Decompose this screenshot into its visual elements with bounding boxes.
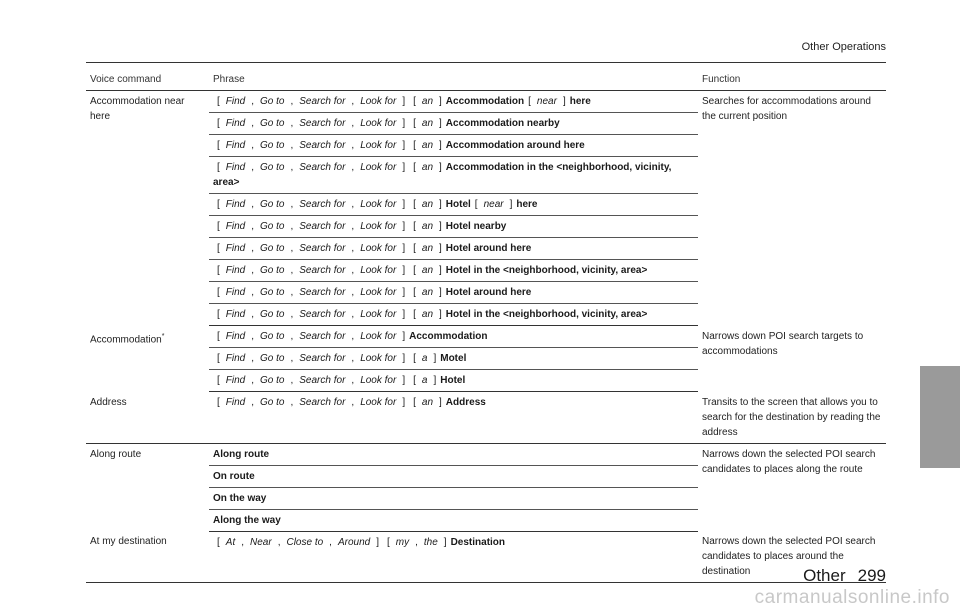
verb-option: Look for xyxy=(360,287,397,298)
voice-command-cell xyxy=(86,531,209,583)
verb-option: Around xyxy=(337,536,371,548)
bracket: ] xyxy=(402,243,406,254)
comma: , xyxy=(290,199,294,210)
phrase-cell xyxy=(209,238,698,260)
bracket: [ xyxy=(413,309,416,320)
article-option: an xyxy=(421,162,434,173)
verb-option: my xyxy=(395,536,410,548)
phrase-header: Phrase xyxy=(209,68,698,91)
table-header-row xyxy=(86,68,886,91)
verb-option: Find xyxy=(225,96,246,107)
verb-option: Look for xyxy=(360,353,397,364)
phrase-keyword: Motel xyxy=(440,353,467,364)
comma: , xyxy=(290,309,294,320)
bracket: ] xyxy=(402,199,406,210)
comma: , xyxy=(290,96,294,107)
bracket: [ xyxy=(217,397,220,408)
comma: , xyxy=(251,287,255,298)
article-option: an xyxy=(421,96,434,107)
verb-option: Find xyxy=(225,287,246,298)
comma: , xyxy=(290,287,294,298)
table-row xyxy=(86,531,886,583)
bracket: ] xyxy=(402,96,406,107)
comma: , xyxy=(351,162,355,173)
bracket: ] xyxy=(439,140,442,151)
verb-option: the xyxy=(423,536,438,548)
phrase-cell xyxy=(209,282,698,304)
phrase-keyword: Along route xyxy=(213,448,270,460)
article-option: an xyxy=(421,221,434,232)
comma: , xyxy=(290,397,294,408)
phrase-cell xyxy=(209,157,698,194)
verb-option: Go to xyxy=(260,287,285,298)
verb-option: Find xyxy=(225,265,246,276)
bracket: ] xyxy=(402,287,406,298)
phrase-keyword: Hotel in the <neighborhood, vicinity, area> xyxy=(445,309,648,320)
verb-option: Look for xyxy=(360,331,397,342)
comma: , xyxy=(251,331,255,342)
watermark: carmanualsonline.info xyxy=(754,587,950,608)
phrase-keyword: Hotel around here xyxy=(445,287,532,298)
verb-option: Look for xyxy=(360,199,397,210)
phrase-cell xyxy=(209,216,698,238)
bracket: [ xyxy=(217,140,220,151)
bracket: [ xyxy=(217,353,220,364)
section-title: Other Operations xyxy=(801,41,886,53)
bracket: [ xyxy=(217,118,220,129)
bracket: ] xyxy=(402,265,406,276)
bracket: ] xyxy=(402,162,406,173)
bracket: ] xyxy=(443,536,447,548)
verb-option: Go to xyxy=(260,309,285,320)
article-option: an xyxy=(421,140,434,151)
bracket: [ xyxy=(217,199,220,210)
verb-option: Find xyxy=(225,243,246,254)
bracket: [ xyxy=(474,199,478,210)
comma: , xyxy=(290,265,294,276)
verb-option: Search for xyxy=(299,162,346,173)
voice-command-text: Along route xyxy=(90,448,142,460)
phrase-cell xyxy=(209,91,698,113)
phrase-cell xyxy=(209,260,698,282)
comma: , xyxy=(351,243,355,254)
verb-option: Go to xyxy=(260,375,285,386)
bracket: [ xyxy=(413,96,416,107)
comma: , xyxy=(290,118,294,129)
bracket: [ xyxy=(217,243,220,254)
phrase-cell xyxy=(209,443,698,465)
verb-option: Look for xyxy=(360,375,397,386)
comma: , xyxy=(251,375,255,386)
near-option: near xyxy=(536,96,557,107)
bracket: ] xyxy=(402,397,406,408)
phrase-keyword: On the way xyxy=(213,492,267,504)
phrase-cell xyxy=(209,113,698,135)
comma: , xyxy=(351,331,355,342)
bracket: ] xyxy=(402,309,406,320)
verb-option: Find xyxy=(225,375,246,386)
voice-command-text: At my destination xyxy=(90,536,167,547)
bracket: [ xyxy=(217,309,220,320)
verb-option: Search for xyxy=(299,309,346,320)
comma: , xyxy=(351,265,355,276)
comma: , xyxy=(290,353,294,364)
bracket: ] xyxy=(439,199,442,210)
comma: , xyxy=(351,353,355,364)
bracket: [ xyxy=(413,118,416,129)
voice-command-text: Address xyxy=(90,396,127,408)
verb-option: Go to xyxy=(260,265,285,276)
article-option: an xyxy=(421,199,434,210)
verb-option: Look for xyxy=(360,221,397,232)
phrase-cell xyxy=(209,531,698,583)
article-option: an xyxy=(421,118,434,129)
comma: , xyxy=(351,140,355,151)
comma: , xyxy=(351,118,355,129)
function-cell: Transits to the screen that allows you to search for the destination by reading the address xyxy=(698,392,886,444)
bracket: ] xyxy=(439,243,442,254)
comma: , xyxy=(251,140,255,151)
bracket: ] xyxy=(439,287,442,298)
comma: , xyxy=(351,96,355,107)
bracket: ] xyxy=(376,536,379,548)
verb-option: Find xyxy=(225,199,246,210)
comma: , xyxy=(251,221,255,232)
bracket: ] xyxy=(439,118,442,129)
page-footer xyxy=(803,566,886,586)
bracket: [ xyxy=(528,96,531,107)
verb-option: Close to xyxy=(286,536,324,548)
table-row xyxy=(86,91,886,113)
comma: , xyxy=(351,309,355,320)
phrase-keyword: Hotel nearby xyxy=(445,221,507,232)
phrase-cell xyxy=(209,370,698,392)
comma: , xyxy=(251,96,255,107)
verb-option: Go to xyxy=(260,397,285,408)
bracket: ] xyxy=(433,353,437,364)
verb-option: Look for xyxy=(360,397,397,408)
phrase-keyword: here xyxy=(516,199,538,210)
function-cell: Narrows down the selected POI search candidates to places along the route xyxy=(702,448,876,475)
voice-command-text: Accommodation xyxy=(90,333,162,345)
voice-command-cell xyxy=(86,443,209,531)
bracket: [ xyxy=(413,265,416,276)
bracket: [ xyxy=(217,375,220,386)
verb-option: Look for xyxy=(360,118,397,129)
phrase-cell xyxy=(209,392,698,444)
bracket: ] xyxy=(402,221,406,232)
article-option: a xyxy=(421,353,428,364)
comma: , xyxy=(351,199,355,210)
verb-option: Search for xyxy=(299,243,346,254)
bracket: [ xyxy=(413,140,416,151)
phrase-keyword: Address xyxy=(445,397,486,408)
table-row xyxy=(86,326,886,348)
verb-option: Go to xyxy=(260,221,285,232)
bracket: ] xyxy=(562,96,566,107)
bracket: [ xyxy=(217,536,220,548)
bracket: ] xyxy=(402,140,406,151)
table-row xyxy=(86,392,886,444)
voice-command-table xyxy=(86,68,886,583)
near-option: near xyxy=(483,199,504,210)
phrase-cell xyxy=(209,509,698,531)
header-rule xyxy=(86,62,886,63)
comma: , xyxy=(290,162,294,173)
bracket: ] xyxy=(439,162,442,173)
comma: , xyxy=(351,397,355,408)
comma: , xyxy=(290,331,294,342)
function-cell: Narrows down the selected POI search candidates to places around the destination xyxy=(698,531,886,583)
verb-option: Search for xyxy=(299,199,346,210)
bracket: ] xyxy=(439,96,442,107)
bracket: ] xyxy=(439,309,442,320)
voice-command-cell xyxy=(86,91,209,326)
article-option: an xyxy=(421,397,434,408)
verb-option: Find xyxy=(225,221,246,232)
bracket: ] xyxy=(509,199,513,210)
verb-option: Find xyxy=(225,331,246,342)
verb-option: Search for xyxy=(299,265,346,276)
phrase-keyword: here xyxy=(569,96,591,107)
bracket: ] xyxy=(433,375,437,386)
phrase-keyword: Destination xyxy=(450,536,506,548)
phrase-cell xyxy=(209,304,698,326)
phrase-cell xyxy=(209,348,698,370)
phrase-keyword: Hotel around here xyxy=(445,243,532,254)
verb-option: Go to xyxy=(260,353,285,364)
bracket: ] xyxy=(402,353,406,364)
phrase-cell xyxy=(209,194,698,216)
verb-option: Find xyxy=(225,309,246,320)
bracket: ] xyxy=(439,397,442,408)
footnote-mark: * xyxy=(161,332,165,340)
chapter-name: Other xyxy=(803,566,846,585)
comma: , xyxy=(251,162,255,173)
comma: , xyxy=(290,243,294,254)
comma: , xyxy=(251,397,255,408)
function-header: Function xyxy=(698,68,886,91)
verb-option: Go to xyxy=(260,243,285,254)
phrase-keyword: Hotel xyxy=(445,199,471,210)
phrase-cell xyxy=(209,135,698,157)
verb-option: Look for xyxy=(360,96,397,107)
bracket: [ xyxy=(413,287,416,298)
verb-option: Look for xyxy=(360,309,397,320)
bracket: [ xyxy=(217,96,220,107)
comma: , xyxy=(351,375,355,386)
comma: , xyxy=(351,221,355,232)
verb-option: Find xyxy=(225,353,246,364)
verb-option: Go to xyxy=(260,331,285,342)
bracket: [ xyxy=(217,221,220,232)
bracket: [ xyxy=(413,243,416,254)
verb-option: Look for xyxy=(360,162,397,173)
phrase-keyword: Accommodation nearby xyxy=(445,118,560,129)
bracket: ] xyxy=(402,375,406,386)
article-option: an xyxy=(421,265,434,276)
verb-option: Go to xyxy=(260,96,285,107)
bracket: ] xyxy=(402,331,406,342)
phrase-keyword: On route xyxy=(213,470,255,482)
bracket: [ xyxy=(413,162,416,173)
article-option: an xyxy=(421,243,434,254)
comma: , xyxy=(251,199,255,210)
article-option: an xyxy=(421,287,434,298)
comma: , xyxy=(251,353,255,364)
phrase-keyword: Accommodation xyxy=(445,96,525,107)
phrase-cell xyxy=(209,326,698,348)
phrase-keyword: Accommodation in the <neighborhood, vicinity, area> xyxy=(213,162,672,188)
verb-option: Find xyxy=(225,118,246,129)
bracket: [ xyxy=(217,265,220,276)
page-number: 299 xyxy=(857,566,886,585)
comma: , xyxy=(351,287,355,298)
comma: , xyxy=(251,118,255,129)
voice-command-cell xyxy=(86,392,209,444)
verb-option: Go to xyxy=(260,162,285,173)
phrase-cell xyxy=(209,487,698,509)
verb-option: Search for xyxy=(299,375,346,386)
comma: , xyxy=(290,140,294,151)
verb-option: Search for xyxy=(299,287,346,298)
comma: , xyxy=(241,536,245,548)
verb-option: Go to xyxy=(260,199,285,210)
verb-option: Look for xyxy=(360,140,397,151)
bracket: [ xyxy=(217,331,220,342)
phrase-keyword: Accommodation xyxy=(409,331,488,342)
article-option: a xyxy=(421,375,428,386)
verb-option: Look for xyxy=(360,265,397,276)
phrase-keyword: Accommodation around here xyxy=(445,140,585,151)
bracket: [ xyxy=(413,199,416,210)
voice-command-text: Accommodation near here xyxy=(90,96,185,122)
function-cell: Searches for accommodations around the current position xyxy=(702,96,871,122)
comma: , xyxy=(251,243,255,254)
phrase-keyword: Hotel xyxy=(440,375,466,386)
verb-option: At xyxy=(225,536,236,548)
bracket: [ xyxy=(217,162,220,173)
bracket: [ xyxy=(413,353,416,364)
verb-option: Go to xyxy=(260,118,285,129)
comma: , xyxy=(251,309,255,320)
verb-option: Find xyxy=(225,140,246,151)
comma: , xyxy=(290,375,294,386)
verb-option: Search for xyxy=(299,221,346,232)
bracket: [ xyxy=(413,375,416,386)
verb-option: Near xyxy=(250,536,272,548)
verb-option: Search for xyxy=(299,96,346,107)
phrase-keyword: Along the way xyxy=(213,514,281,526)
verb-option: Search for xyxy=(299,353,346,364)
bracket: [ xyxy=(217,287,220,298)
verb-option: Go to xyxy=(260,140,285,151)
phrase-keyword: Hotel in the <neighborhood, vicinity, area> xyxy=(445,265,648,276)
comma: , xyxy=(415,536,418,548)
comma: , xyxy=(329,536,332,548)
verb-option: Find xyxy=(225,162,246,173)
verb-option: Search for xyxy=(299,331,346,342)
bracket: [ xyxy=(413,221,416,232)
bracket: ] xyxy=(402,118,406,129)
voice-command-header: Voice command xyxy=(86,68,209,91)
verb-option: Search for xyxy=(299,397,346,408)
verb-option: Search for xyxy=(299,140,346,151)
bracket: [ xyxy=(386,536,390,548)
bracket: ] xyxy=(439,265,442,276)
verb-option: Search for xyxy=(299,118,346,129)
function-cell: Narrows down POI search targets to accommodations xyxy=(702,330,864,357)
comma: , xyxy=(251,265,255,276)
comma: , xyxy=(290,221,294,232)
verb-option: Find xyxy=(225,397,246,408)
article-option: an xyxy=(421,309,434,320)
comma: , xyxy=(277,536,281,548)
phrase-cell xyxy=(209,465,698,487)
bracket: ] xyxy=(439,221,442,232)
chapter-tab xyxy=(920,366,960,468)
table-row xyxy=(86,443,886,465)
bracket: [ xyxy=(413,397,416,408)
verb-option: Look for xyxy=(360,243,397,254)
voice-command-cell xyxy=(86,326,209,392)
